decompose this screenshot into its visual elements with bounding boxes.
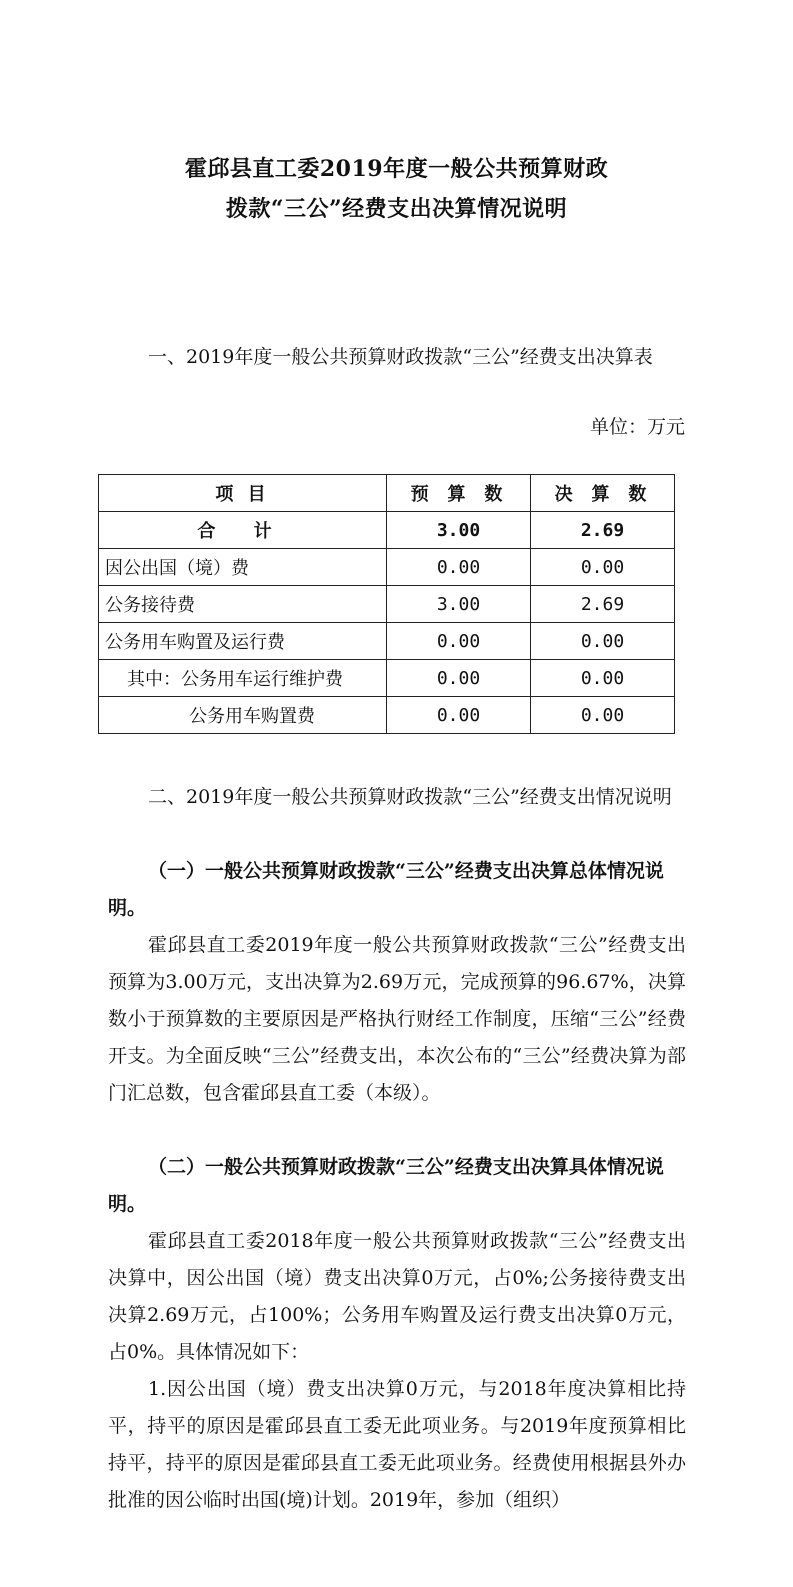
- table-row: [99, 697, 675, 734]
- row-actual: 2.69: [531, 586, 675, 623]
- unit-label: 单位：万元: [589, 416, 685, 438]
- subsection2-body: 霍邱县直工委2018年度一般公共预算财政拨款“三公”经费支出决算中，因公出国（境）费支出决算0万元，占0%;公务接待费支出决算2.69万元，占100%；公务用车购置及运行费支出决算0万元，占0%。具体情况如下：: [108, 1230, 686, 1363]
- document-title-line1: 霍邱县直工委2019年度一般公共预算财政: [184, 156, 609, 182]
- row-item: 公务用车购置费: [99, 697, 387, 734]
- row-budget: 0.00: [387, 697, 531, 734]
- subsection2-heading: （二）一般公共预算财政拨款“三公”经费支出决算具体情况说明。: [108, 1156, 664, 1215]
- row-budget: 0.00: [387, 623, 531, 660]
- row-item: 公务接待费: [99, 586, 387, 623]
- row-budget: 0.00: [387, 549, 531, 586]
- row-item: 公务用车购置及运行费: [99, 623, 387, 660]
- section2-heading: 二、2019年度一般公共预算财政拨款“三公”经费支出情况说明: [148, 786, 672, 808]
- header-item: 项 目: [99, 475, 387, 512]
- row-item: 合 计: [99, 512, 387, 549]
- row-actual: 0.00: [531, 660, 675, 697]
- document-title-line2: 拨款“三公”经费支出决算情况说明: [225, 196, 568, 222]
- row-item: 其中：公务用车运行维护费: [99, 660, 387, 697]
- table-row: [99, 660, 675, 697]
- header-actual: 决 算 数: [531, 475, 675, 512]
- section1-heading: 一、2019年度一般公共预算财政拨款“三公”经费支出决算表: [148, 346, 653, 368]
- row-budget: 3.00: [387, 512, 531, 549]
- table-row: [99, 549, 675, 586]
- table-header-row: [99, 475, 675, 512]
- table-row: [99, 623, 675, 660]
- subsection1-body: 霍邱县直工委2019年度一般公共预算财政拨款“三公”经费支出预算为3.00万元，支出决算为2.69万元，完成预算的96.67%，决算数小于预算数的主要原因是严格执行财经工作制度，压缩“三公”经费开支。为全面反映“三公”经费支出，本次公布的“三公”经费决算为部门汇总数，包含霍邱县直工委（本级）。: [108, 934, 686, 1104]
- item1-body: 1.因公出国（境）费支出决算0万元，与2018年度决算相比持平，持平的原因是霍邱县直工委无此项业务。与2019年度预算相比持平，持平的原因是霍邱县直工委无此项业务。经费使用根据县外办批准的因公临时出国(境)计划。2019年，参加（组织）: [108, 1378, 686, 1511]
- budget-table: [98, 474, 675, 734]
- subsection1-heading: （一）一般公共预算财政拨款“三公”经费支出决算总体情况说明。: [108, 860, 664, 919]
- row-budget: 3.00: [387, 586, 531, 623]
- header-budget: 预 算 数: [387, 475, 531, 512]
- row-actual: 0.00: [531, 697, 675, 734]
- table-row-total: [99, 512, 675, 549]
- table-row: [99, 586, 675, 623]
- row-actual: 2.69: [531, 512, 675, 549]
- row-actual: 0.00: [531, 623, 675, 660]
- row-item: 因公出国（境）费: [99, 549, 387, 586]
- row-actual: 0.00: [531, 549, 675, 586]
- row-budget: 0.00: [387, 660, 531, 697]
